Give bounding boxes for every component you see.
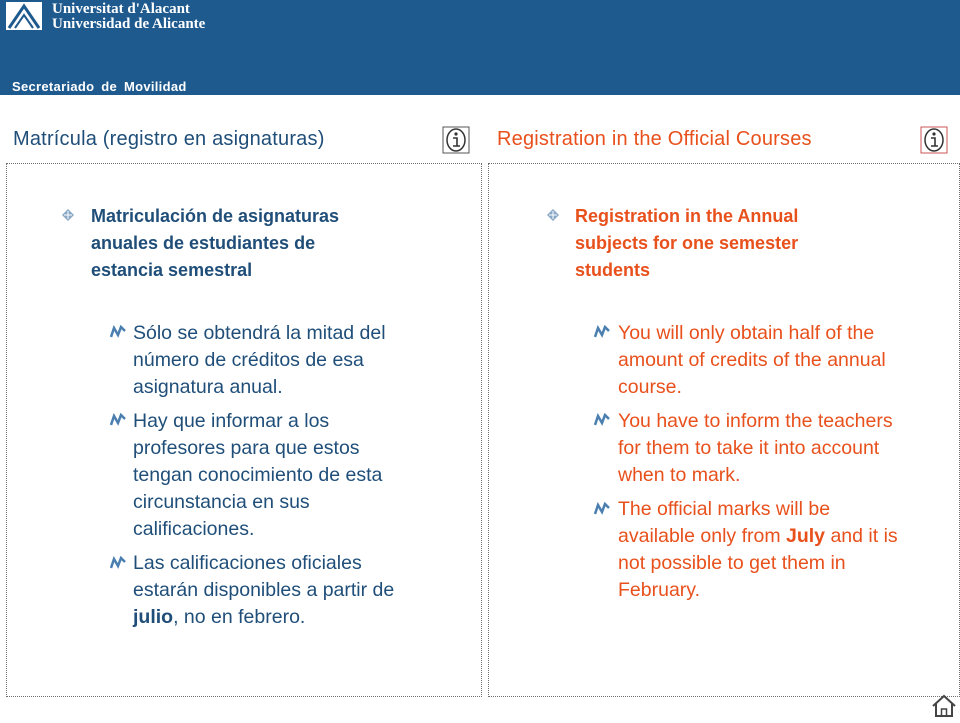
university-name-ca: Universitat d'Alacant	[52, 1, 190, 17]
text-line: tengan conocimiento de esta	[133, 464, 383, 486]
text-line: profesores para que estos	[133, 437, 360, 459]
header-bar	[0, 0, 960, 95]
text-line: course.	[618, 376, 682, 398]
text-line: anuales de estudiantes de	[91, 233, 316, 253]
text-line: You will only obtain half of the	[618, 322, 875, 344]
text-line: Matriculación de asignaturas	[91, 206, 340, 226]
text-line: subjects for one semester	[575, 233, 799, 253]
left-main-point	[91, 203, 339, 284]
department-name: Secretariado de Movilidad	[12, 79, 187, 94]
left-title: Matrícula (registro en asignaturas)	[13, 128, 325, 150]
text-line: You have to inform the teachers	[618, 410, 893, 432]
info-icon[interactable]	[920, 126, 948, 154]
text-line	[618, 523, 898, 550]
right-main-point	[575, 203, 798, 284]
university-name-es: Universidad de Alicante	[52, 16, 206, 32]
text-line: amount of credits of the annual	[618, 349, 886, 371]
wave-bullet-icon	[594, 413, 610, 427]
text-line: Sólo se obtendrá la mitad del	[133, 322, 386, 344]
left-sub-point-1	[133, 320, 386, 401]
right-sub-point-2	[618, 408, 893, 489]
text-line: Registration in the Annual	[575, 206, 799, 226]
wave-bullet-icon	[594, 502, 610, 516]
bold-month: July	[786, 525, 826, 547]
home-icon[interactable]	[930, 694, 958, 718]
text-pre: available only from	[618, 525, 786, 547]
right-title: Registration in the Official Courses	[497, 128, 812, 150]
text-line: Las calificaciones oficiales	[133, 552, 362, 574]
bold-month: julio	[133, 606, 174, 628]
left-sub-point-3	[133, 550, 394, 631]
text-line	[133, 604, 394, 631]
text-line: for them to take it into account	[618, 437, 880, 459]
text-line: estarán disponibles a partir de	[133, 579, 395, 601]
text-line: Hay que informar a los	[133, 410, 330, 432]
wave-bullet-icon	[110, 413, 126, 427]
text-line: February.	[618, 579, 700, 601]
diamond-bullet-icon	[547, 208, 559, 220]
text-line: not possible to get them in	[618, 552, 846, 574]
right-sub-point-3	[618, 496, 898, 604]
text-line: circunstancia en sus	[133, 491, 310, 513]
text-line: estancia semestral	[91, 260, 253, 280]
text-tail: , no en febrero.	[173, 606, 306, 628]
right-sub-point-1	[618, 320, 886, 401]
text-line: The official marks will be	[618, 498, 831, 520]
text-line: when to mark.	[618, 464, 741, 486]
text-line: número de créditos de esa	[133, 349, 364, 371]
info-icon[interactable]	[442, 126, 470, 154]
text-line: students	[575, 260, 651, 280]
left-sub-point-2	[133, 408, 382, 543]
university-names	[52, 2, 205, 32]
text-line: calificaciones.	[133, 518, 255, 540]
wave-bullet-icon	[594, 325, 610, 339]
wave-bullet-icon	[110, 325, 126, 339]
university-logo	[6, 2, 42, 30]
wave-bullet-icon	[110, 556, 126, 570]
diamond-bullet-icon	[62, 208, 74, 220]
text-line: asignatura anual.	[133, 376, 283, 398]
text-post: and it is	[825, 525, 898, 547]
